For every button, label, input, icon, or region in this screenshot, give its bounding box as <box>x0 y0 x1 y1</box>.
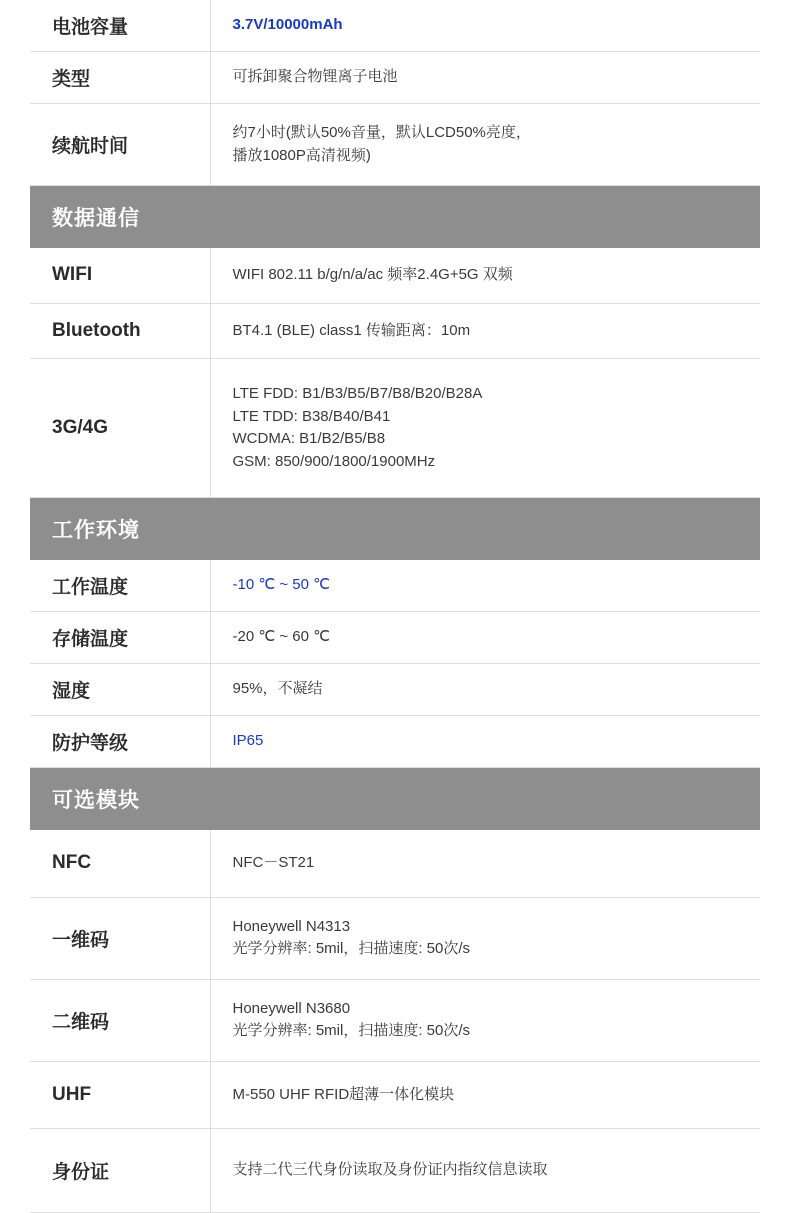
value-line: M-550 UHF RFID超薄一体化模块 <box>232 1085 455 1103</box>
row-label: 续航时间 <box>30 104 210 186</box>
row-label: 湿度 <box>30 664 210 716</box>
value-line: WIFI 802.11 b/g/n/a/ac 频率2.4G+5G 双频 <box>232 266 513 283</box>
row-label: 一维码 <box>30 897 210 979</box>
table-row <box>30 104 760 186</box>
value-line: 支持二代三代身份读取及身份证内指纹信息读取 <box>232 1161 548 1179</box>
table-row <box>30 897 760 979</box>
row-value <box>210 1129 760 1213</box>
value-line: 可拆卸聚合物锂离子电池 <box>232 68 398 86</box>
row-value <box>210 664 760 716</box>
table-row <box>30 830 760 897</box>
row-label: UHF <box>30 1061 210 1129</box>
table-row <box>30 716 760 768</box>
value-line: IP65 <box>232 732 264 750</box>
specification-table <box>30 0 760 1213</box>
value-line: WCDMA: B1/B2/B5/B8 <box>232 430 386 447</box>
row-value <box>210 716 760 768</box>
value-line: 95%，不凝结 <box>232 680 323 698</box>
row-label: 电池容量 <box>30 0 210 52</box>
value-line: 3.7V/10000mAh <box>232 16 343 34</box>
value-line: 光学分辨率: 5mil，扫描速度: 50次/s <box>232 940 471 957</box>
table-row <box>30 52 760 104</box>
value-line: 光学分辨率: 5mil，扫描速度: 50次/s <box>232 1022 471 1039</box>
row-value <box>210 897 760 979</box>
row-label: NFC <box>30 830 210 897</box>
row-value <box>210 359 760 498</box>
value-line: 播放1080P高清视频) <box>232 146 371 164</box>
table-row <box>30 248 760 303</box>
table-row <box>30 664 760 716</box>
row-label: 存储温度 <box>30 612 210 664</box>
row-value <box>210 612 760 664</box>
row-value <box>210 560 760 612</box>
table-row <box>30 1129 760 1213</box>
section-title: 可选模块 <box>30 768 760 831</box>
table-row <box>30 359 760 498</box>
table-row <box>30 979 760 1061</box>
row-label: WIFI <box>30 248 210 303</box>
row-label: 二维码 <box>30 979 210 1061</box>
value-line: NFC－ST21 <box>232 854 315 871</box>
row-label: Bluetooth <box>30 303 210 359</box>
row-value <box>210 303 760 359</box>
value-line: LTE FDD: B1/B3/B5/B7/B8/B20/B28A <box>232 385 483 402</box>
section-header-row <box>30 186 760 249</box>
section-title: 工作环境 <box>30 498 760 561</box>
table-row <box>30 612 760 664</box>
value-line: 约7小时(默认50%音量，默认LCD50%亮度， <box>232 124 531 141</box>
row-label: 工作温度 <box>30 560 210 612</box>
row-value <box>210 0 760 52</box>
value-line: -20 ℃ ~ 60 ℃ <box>232 628 330 646</box>
row-label: 身份证 <box>30 1129 210 1213</box>
row-value <box>210 979 760 1061</box>
table-row <box>30 0 760 52</box>
table-row <box>30 1061 760 1129</box>
value-line: LTE TDD: B38/B40/B41 <box>232 407 391 425</box>
value-line: BT4.1 (BLE) class1 传输距离：10m <box>232 321 471 339</box>
table-row <box>30 303 760 359</box>
section-header-row <box>30 498 760 561</box>
value-line: -10 ℃ ~ 50 ℃ <box>232 576 330 594</box>
value-line: Honeywell N3680 <box>232 999 351 1017</box>
row-value <box>210 248 760 303</box>
table-row <box>30 560 760 612</box>
row-label: 类型 <box>30 52 210 104</box>
row-value <box>210 830 760 897</box>
section-title: 数据通信 <box>30 186 760 249</box>
value-line: GSM: 850/900/1800/1900MHz <box>232 452 436 470</box>
row-value <box>210 104 760 186</box>
value-line: Honeywell N4313 <box>232 917 351 935</box>
row-label: 3G/4G <box>30 359 210 498</box>
row-label: 防护等级 <box>30 716 210 768</box>
row-value <box>210 52 760 104</box>
section-header-row <box>30 768 760 831</box>
row-value <box>210 1061 760 1129</box>
